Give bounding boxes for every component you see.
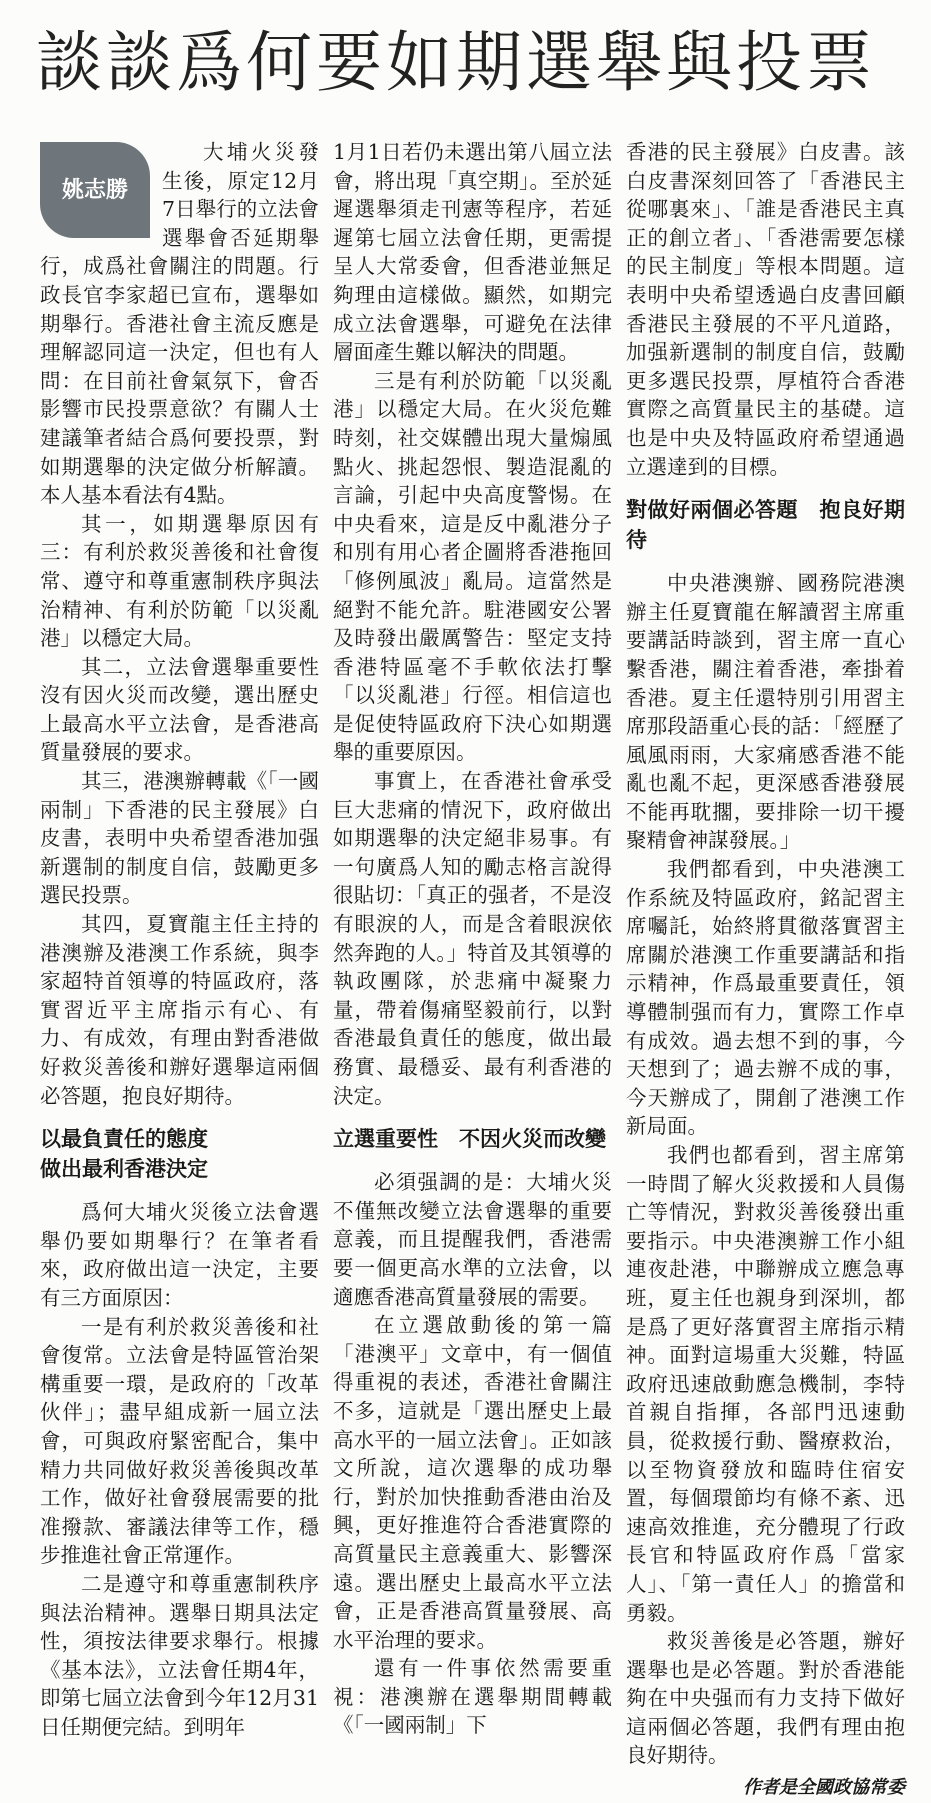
paragraph: 救災善後是必答題，辦好選舉也是必答題。對於香港能夠在中央强而有力支持下做好這兩個必答題，我們有理由抱良好期待。 — [626, 1629, 905, 1768]
paragraph: 三是有利於防範「以災亂港」以穩定大局。在火災危難時刻，社交媒體出現大量煽風點火、挑起怨恨、製造混亂的言論，引起中央高度警惕。在中央看來，這是反中亂港分子和別有用心者企圖將香港拖回「修例風波」亂局。這當然是絕對不能允許。駐港國安公署及時發出嚴厲警告：堅定支持香港特區毫不手軟依法打擊「以災亂港」行徑。相信這也是促使特區政府下決心如期選舉的重要原因。 — [333, 368, 612, 765]
section-heading-line: 以最負責任的態度 — [40, 1126, 208, 1152]
author-note: 作者是全國政協常委 — [743, 1777, 905, 1799]
section-heading — [333, 1124, 612, 1154]
section-heading-line: 立選重要性 不因火災而改變 — [333, 1126, 606, 1152]
paragraph: 中央港澳辦、國務院港澳辦主任夏寶龍在解讀習主席重要講話時談到，習主席一直心繫香港，關注着香港，牽掛着香港。夏主任還特別引用習主席那段語重心長的話：「經歷了風風雨雨，大家痛感香港不能亂也亂不起，更深感香港發展不能再耽擱，要排除一切干擾聚精會神謀發展。」 — [626, 571, 905, 853]
paragraph: 香港的民主發展》白皮書。該白皮書深刻回答了「香港民主從哪裏來」、「誰是香港民主真正的創立者」、「香港需要怎樣的民主制度」等根本問題。這表明中央希望透過白皮書回顧香港民主發展的不平凡道路，加强新選制的制度自信，鼓勵更多選民投票，厚植符合香港實際之高質量民主的基礎。這也是中央及特區政府希望通過立選達到的目標。 — [626, 140, 905, 479]
paragraph: 其三，港澳辦轉載《「一國兩制」下香港的民主發展》白皮書，表明中央希望香港加强新選制的制度自信，鼓勵更多選民投票。 — [40, 769, 319, 908]
paragraph: 一是有利於救災善後和社會復常。立法會是特區管治架構重要一環，是政府的「改革伙伴」；盡早組成新一屆立法會，可與政府緊密配合，集中精力共同做好救災善後與改革工作，做好社會發展需要的批准撥款、審議法律等工作，穩步推進社會正常運作。 — [40, 1314, 319, 1568]
section-heading-line: 做出最利香港決定 — [40, 1156, 208, 1182]
section-heading — [40, 1124, 319, 1184]
paragraph: 在立選啟動後的第一篇「港澳平」文章中，有一個值得重視的表述，香港社會關注不多，這就是「選出歷史上最高水平的一屆立法會」。正如該文所說，這次選舉的成功舉行，對於加快推動香港由治及興，更好推進符合香港實際的高質量民主意義重大、影響深遠。選出歷史上最高水平立法會，正是香港高質量發展、高水平治理的要求。 — [333, 1313, 612, 1652]
paragraph: 其四，夏寶龍主任主持的港澳辦及港澳工作系統，與李家超特首領導的特區政府，落實習近平主席指示有心、有力、有成效，有理由對香港做好救災善後和辦好選舉這兩個必答題，抱良好期待。 — [40, 912, 319, 1108]
article-body — [40, 138, 905, 1799]
paragraph: 其二，立法會選舉重要性沒有因火災而改變，選出歷史上最高水平立法會，是香港高質量發展的要求。 — [40, 654, 319, 765]
paragraph: 爲何大埔火災後立法會選舉仍要如期舉行？在筆者看來，政府做出這一決定，主要有三方面原因： — [40, 1200, 319, 1310]
paragraph: 其一，如期選舉原因有三：有利於救災善後和社會復常、遵守和尊重憲制秩序與法治精神、有利於防範「以災亂港」以穩定大局。 — [40, 511, 319, 651]
column-1 — [40, 138, 319, 1739]
paragraph: 我們也都看到，習主席第一時間了解火災救援和人員傷亡等情況，對救災善後發出重要指示。中央港澳辦工作小組連夜赴港，中聯辦成立應急專班，夏主任也親身到深圳，都是爲了更好落實習主席指示精神。面對這場重大災難，特區政府迅速啟動應急機制，李特首親自指揮，各部門迅速動員，從救援行動、醫療救治，以至物資發放和臨時住宿安置，每個環節均有條不紊、迅速高效推進，充分體現了行政長官和特區政府作爲「當家人」、「第一責任人」的擔當和勇毅。 — [626, 1143, 905, 1625]
paragraph: 大埔火災發生後，原定12月7日舉行的立法會選舉會否延期舉行，成爲社會關注的問題。行政長官李家超已宣布，選舉如期舉行。香港社會主流反應是理解認同這一決定，但也有人問：在目前社會氣氛下，會否影響市民投票意欲？有關人士建議筆者結合爲何要投票，對如期選舉的決定做分析解讀。本人基本看法有4點。 — [40, 140, 319, 508]
paragraph: 必須强調的是：大埔火災不僅無改變立法會選舉的重要意義，而且提醒我們，香港需要一個更高水準的立法會，以適應香港高質量發展的需要。 — [333, 1170, 612, 1309]
column-3 — [626, 138, 905, 1799]
paragraph: 事實上，在香港社會承受巨大悲痛的情況下，政府做出如期選舉的決定絕非易事。有一句廣爲人知的勵志格言說得很貼切：「真正的强者，不是沒有眼淚的人，而是含着眼淚依然奔跑的人。」特首及其領導的執政團隊，於悲痛中凝聚力量，帶着傷痛堅毅前行，以對香港最負責任的態度，做出最務實、最穩妥、最有利香港的決定。 — [333, 769, 612, 1108]
column-2 — [333, 138, 612, 1738]
paragraph: 還有一件事依然需要重視：港澳辦在選舉期間轉載《「一國兩制」下 — [333, 1656, 612, 1738]
article-title: 談談爲何要如期選舉與投票 — [36, 24, 876, 101]
paragraph: 我們都看到，中央港澳工作系統及特區政府，銘記習主席囑託，始終將貫徹落實習主席關於港澳工作重要講話和指示精神，作爲最重要責任，領導體制强而有力，實際工作卓有成效。過去想不到的事，今天想到了；過去辦不成的事，今天辦成了，開創了港澳工作新局面。 — [626, 857, 905, 1139]
section-heading-line: 對做好兩個必答題 抱良好期待 — [626, 497, 905, 553]
paragraph: 1月1日若仍未選出第八屆立法會，將出現「真空期」。至於延遲選舉須走刊憲等程序，若延遲第七屆立法會任期，更需提呈人大常委會，但香港並無足夠理由這樣做。顯然，如期完成立法會選舉，可避免在法律層面產生難以解決的問題。 — [333, 140, 612, 365]
author-byline: 姚志勝 — [40, 142, 150, 238]
section-heading — [626, 495, 905, 555]
paragraph: 二是遵守和尊重憲制秩序與法治精神。選舉日期具法定性，須按法律要求舉行。根據《基本法》，立法會任期4年，即第七屆立法會到今年12月31日任期便完結。到明年 — [40, 1571, 319, 1739]
